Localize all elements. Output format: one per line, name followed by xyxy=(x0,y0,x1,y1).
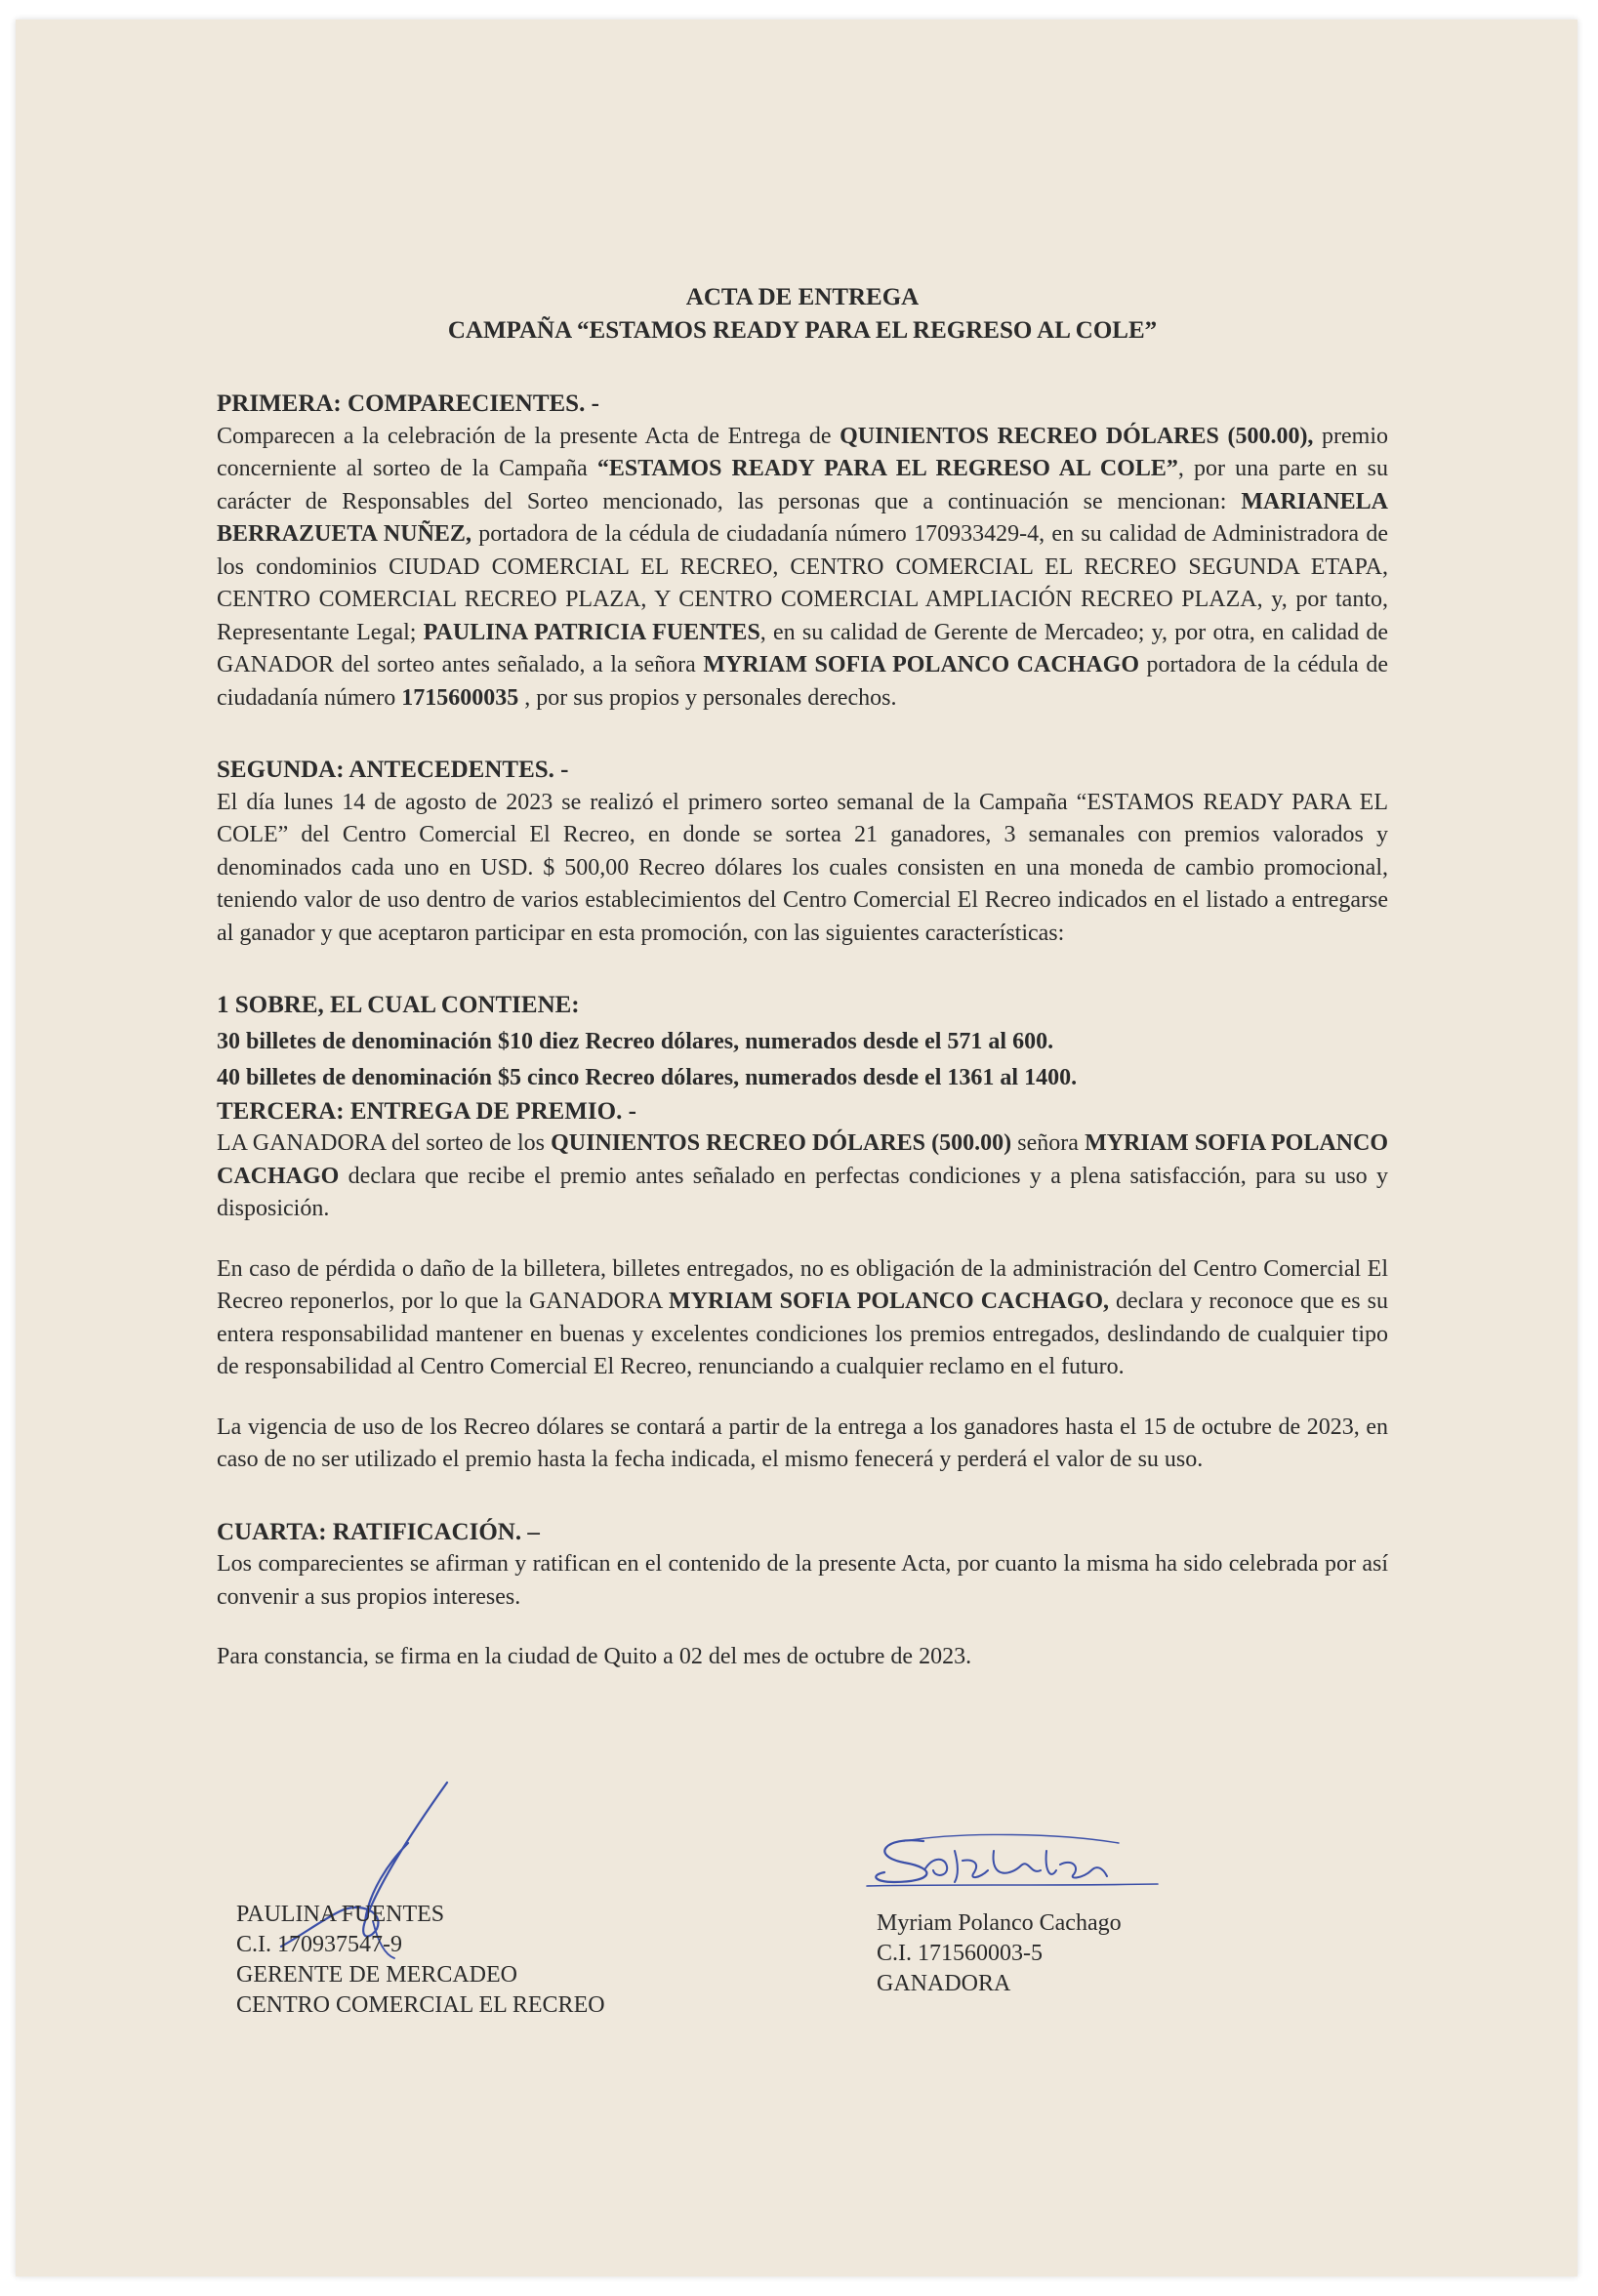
document-body xyxy=(217,281,1388,1674)
section-segunda-heading: SEGUNDA: ANTECEDENTES. - xyxy=(217,757,569,783)
section-primera-text: Comparecen a la celebración de la presente Acta de Entrega de QUINIENTOS RECREO DÓLARES (500.00), premio concerniente al sorteo de la Campaña “ESTAMOS READY PARA EL REGRESO AL COLE”, por una parte en su carácter de Responsables del Sorteo mencionado, las personas que a continuación se mencionan: MARIANELA BERRAZUETA NUÑEZ, portadora de la cédula de ciudadanía número 170933429-4, en su calidad de Administradora de los condominios CIUDAD COMERCIAL EL RECREO, CENTRO COMERCIAL EL RECREO SEGUNDA ETAPA, CENTRO COMERCIAL RECREO PLAZA, Y CENTRO COMERCIAL AMPLIACIÓN RECREO PLAZA, y, por tanto, Representante Legal; PAULINA PATRICIA FUENTES, en su calidad de Gerente de Mercadeo; y, por otra, en calidad de GANADOR del sorteo antes señalado, a la señora MYRIAM SOFIA POLANCO CACHAGO portadora de la cédula de ciudadanía número 1715600035 , por sus propios y personales derechos. xyxy=(217,423,1389,711)
signer-org-left: CENTRO COMERCIAL EL RECREO xyxy=(236,1992,605,2018)
section-tercera-paragraph-1: LA GANADORA del sorteo de los QUINIENTOS RECREO DÓLARES (500.00) señora MYRIAM SOFIA POLANCO CACHAGO declara que recibe el premio antes señalado en perfectas condiciones y a plena satisfacción, para su uso y disposición. xyxy=(217,1130,1388,1221)
campaign-title: CAMPAÑA “ESTAMOS READY PARA EL REGRESO AL COLE” xyxy=(447,316,1158,344)
section-tercera-heading: TERCERA: ENTREGA DE PREMIO. - xyxy=(217,1097,636,1125)
sobre-line-2: 40 billetes de denominación $5 cinco Recreo dólares, numerados desde el 1361 al 1400. xyxy=(217,1065,1078,1090)
section-cuarta-heading: CUARTA: RATIFICACIÓN. – xyxy=(217,1518,540,1545)
signature-block-right xyxy=(877,1908,1122,1999)
signer-ci-left: C.I. 170937547-9 xyxy=(236,1932,402,1957)
signature-myriam-polanco xyxy=(865,1822,1168,1900)
constancia-text: Para constancia, se firma en la ciudad de Quito a 02 del mes de octubre de 2023. xyxy=(217,1644,972,1669)
section-segunda-text: El día lunes 14 de agosto de 2023 se realizó el primero sorteo semanal de la Campaña “ESTAMOS READY PARA EL COLE” del Centro Comercial El Recreo, en donde se sortea 21 ganadores, 3 semanales con premios valorados y denominados cada uno en USD. $ 500,00 Recreo dólares los cuales consisten en una moneda de cambio promocional, teniendo valor de uso dentro de varios establecimientos del Centro Comercial El Recreo indicados en el listado a entregarse al ganador y que aceptaron participar en esta promoción, con las siguientes características: xyxy=(217,789,1388,946)
section-tercera-paragraph-2: En caso de pérdida o daño de la billetera, billetes entregados, no es obligación de la administración del Centro Comercial El Recreo reponerlos, por lo que la GANADORA MYRIAM SOFIA POLANCO CACHAGO, declara y reconoce que es su entera responsabilidad mantener en buenas y excelentes condiciones los premios entregados, deslindando de cualquier tipo de responsabilidad al Centro Comercial El Recreo, renunciando a cualquier reclamo en el futuro. xyxy=(217,1255,1388,1379)
signer-name-right: Myriam Polanco Cachago xyxy=(877,1910,1122,1936)
signer-role-left: GERENTE DE MERCADEO xyxy=(236,1962,517,1988)
sobre-line-1: 30 billetes de denominación $10 diez Recreo dólares, numerados desde el 571 al 600. xyxy=(217,1028,1054,1054)
document-title: ACTA DE ENTREGA xyxy=(685,284,920,310)
signer-role-right: GANADORA xyxy=(877,1971,1011,1996)
section-tercera-paragraph-3: La vigencia de uso de los Recreo dólares se contará a partir de la entrega a los ganadores hasta el 15 de octubre de 2023, en caso de no ser utilizado el premio hasta la fecha indicada, el mismo fenecerá y perderá el valor de su uso. xyxy=(217,1414,1388,1472)
signer-name-left: PAULINA FUENTES xyxy=(236,1902,445,1927)
document-page xyxy=(16,20,1578,2276)
section-primera-heading: PRIMERA: COMPARECIENTES. - xyxy=(217,390,599,417)
signature-block-left xyxy=(236,1900,605,2021)
signer-ci-right: C.I. 171560003-5 xyxy=(877,1941,1043,1966)
section-cuarta-text: Los comparecientes se afirman y ratifican en el contenido de la presente Acta, por cuanto la misma ha sido celebrada por así convenir a sus propios intereses. xyxy=(217,1551,1388,1610)
sobre-heading: 1 SOBRE, EL CUAL CONTIENE: xyxy=(217,992,580,1018)
